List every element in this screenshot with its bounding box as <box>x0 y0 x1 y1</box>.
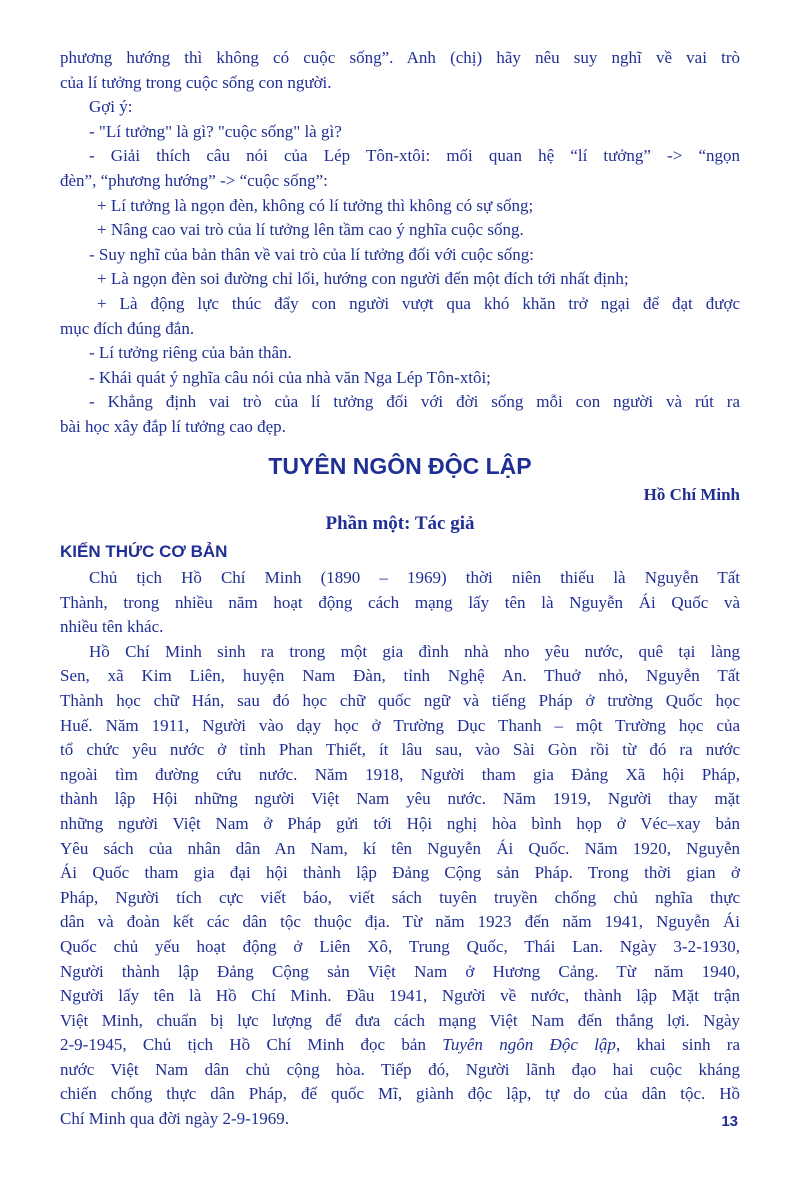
text-line: Huế. Năm 1911, Người vào dạy học ở Trường Dục Thanh – một Trường học của <box>60 715 740 735</box>
text-line: phương hướng thì không có cuộc sống”. Anh (chị) hãy nêu suy nghĩ về vai trò <box>60 48 740 67</box>
text-line: ngoài tìm đường cứu nước. Năm 1918, Người tham gia Đảng Xã hội Pháp, <box>60 764 740 784</box>
text-line: dân và đoàn kết các dân tộc thuộc địa. Từ năm 1923 đến năm 1941, Nguyễn Ái <box>60 912 740 932</box>
text-line: Yêu sách của nhân dân An Nam, kí tên Nguyễn Ái Quốc. Năm 1920, Nguyễn <box>60 838 740 858</box>
text-line: Sen, xã Kim Liên, huyện Nam Đàn, tỉnh Nghệ An. Thuở nhỏ, Nguyễn Tất <box>60 666 740 686</box>
document-title-italic: Tuyên ngôn Độc lập <box>442 1035 616 1055</box>
text-segment: 2-9-1945, Chủ tịch Hồ Chí Minh đọc bản <box>60 1035 443 1055</box>
text-line: Ái Quốc tham gia đại hội thành lập Đảng Cộng sản Pháp. Trong thời gian ở <box>60 863 740 883</box>
text-line: Thành, trong nhiều năm hoạt động cách mạng lấy tên là Nguyễn Ái Quốc và <box>60 592 740 612</box>
text-line: mục đích đúng đắn. <box>60 318 195 338</box>
text-line: - Suy nghĩ của bản thân về vai trò của lí tưởng đối với cuộc sống: <box>89 244 535 264</box>
text-line: Pháp, Người tích cực viết báo, viết sách tuyên truyền chống chủ nghĩa thực <box>60 887 740 907</box>
text-line: + Lí tưởng là ngọn đèn, không có lí tưởng thì không có sự sống; <box>97 195 534 215</box>
biography-section <box>60 566 740 1132</box>
text-line: tổ chức yêu nước ở tỉnh Phan Thiết, ít lâu sau, vào Sài Gòn rồi từ đó ra nước <box>60 740 740 760</box>
text-line: Việt Minh, chuẩn bị lực lượng để đưa cách mạng Việt Nam đến thắng lợi. Ngày <box>60 1010 740 1030</box>
lesson-title: TUYÊN NGÔN ĐỘC LẬP <box>268 453 532 479</box>
text-line: + Là động lực thúc đẩy con người vượt qua khó khăn trở ngại để đạt được <box>97 293 740 313</box>
text-line: bài học xây đắp lí tưởng cao đẹp. <box>60 416 286 436</box>
section-heading: KIẾN THỨC CƠ BẢN <box>60 542 228 561</box>
text-line: - "Lí tưởng" là gì? "cuộc sống" là gì? <box>89 121 342 141</box>
text-line: nước Việt Nam dân chủ cộng hòa. Tiếp đó, Người lãnh đạo hai cuộc kháng <box>60 1059 740 1079</box>
text-line: - Khẳng định vai trò của lí tưởng đối với đời sống mỗi con người và rút ra <box>89 392 740 412</box>
text-line: Chủ tịch Hồ Chí Minh (1890 – 1969) thời niên thiếu là Nguyễn Tất <box>89 568 740 587</box>
text-line: - Khái quát ý nghĩa câu nói của nhà văn Nga Lép Tôn-xtôi; <box>89 367 491 387</box>
text-line: thành lập Hội những người Việt Nam yêu nước. Năm 1919, Người thay mặt <box>60 789 740 809</box>
text-line: Người lấy tên là Hồ Chí Minh. Đầu 1941, Người về nước, thành lập Mặt trận <box>60 986 740 1006</box>
text-line: Người thành lập Đảng Cộng sản Việt Nam ở Hương Cảng. Từ năm 1940, <box>60 961 740 981</box>
text-line: - Giải thích câu nói của Lép Tôn-xtôi: mối quan hệ “lí tưởng” -> “ngọn <box>89 146 740 166</box>
exercise-section <box>60 46 740 440</box>
text-line: Quốc chủ yếu hoạt động ở Liên Xô, Trung Quốc, Thái Lan. Ngày 3-2-1930, <box>60 936 740 956</box>
part-heading: Phần một: Tác giả <box>325 513 475 534</box>
text-line: + Là ngọn đèn soi đường chỉ lối, hướng con người đến một đích tới nhất định; <box>97 269 629 289</box>
text-line: những người Việt Nam ở Pháp gửi tới Hội nghị hòa bình họp ở Véc–xay bản <box>60 813 740 833</box>
text-line: Thành học chữ Hán, sau đó học chữ quốc ngữ và tiếng Pháp ở trường Quốc học <box>60 690 740 710</box>
text-segment: , khai sinh ra <box>615 1035 740 1055</box>
author-name: Hồ Chí Minh <box>643 485 740 504</box>
hint-label: Gợi ý: <box>89 97 133 117</box>
text-line <box>60 1033 740 1058</box>
text-line: - Lí tưởng riêng của bản thân. <box>89 343 292 363</box>
text-line: Hồ Chí Minh sinh ra trong một gia đình nhà nho yêu nước, quê tại làng <box>89 641 740 661</box>
text-line: chiến chống thực dân Pháp, đế quốc Mĩ, giành độc lập, tự do của dân tộc. Hồ <box>60 1084 740 1104</box>
text-line: Chí Minh qua đời ngày 2-9-1969. <box>60 1109 290 1129</box>
text-line: nhiều tên khác. <box>60 617 164 637</box>
text-line: đèn”, “phương hướng” -> “cuộc sống”: <box>60 170 328 190</box>
text-line: của lí tưởng trong cuộc sống con người. <box>60 72 332 92</box>
page-number: 13 <box>721 1113 738 1130</box>
text-line: + Nâng cao vai trò của lí tưởng lên tầm cao ý nghĩa cuộc sống. <box>97 220 524 240</box>
